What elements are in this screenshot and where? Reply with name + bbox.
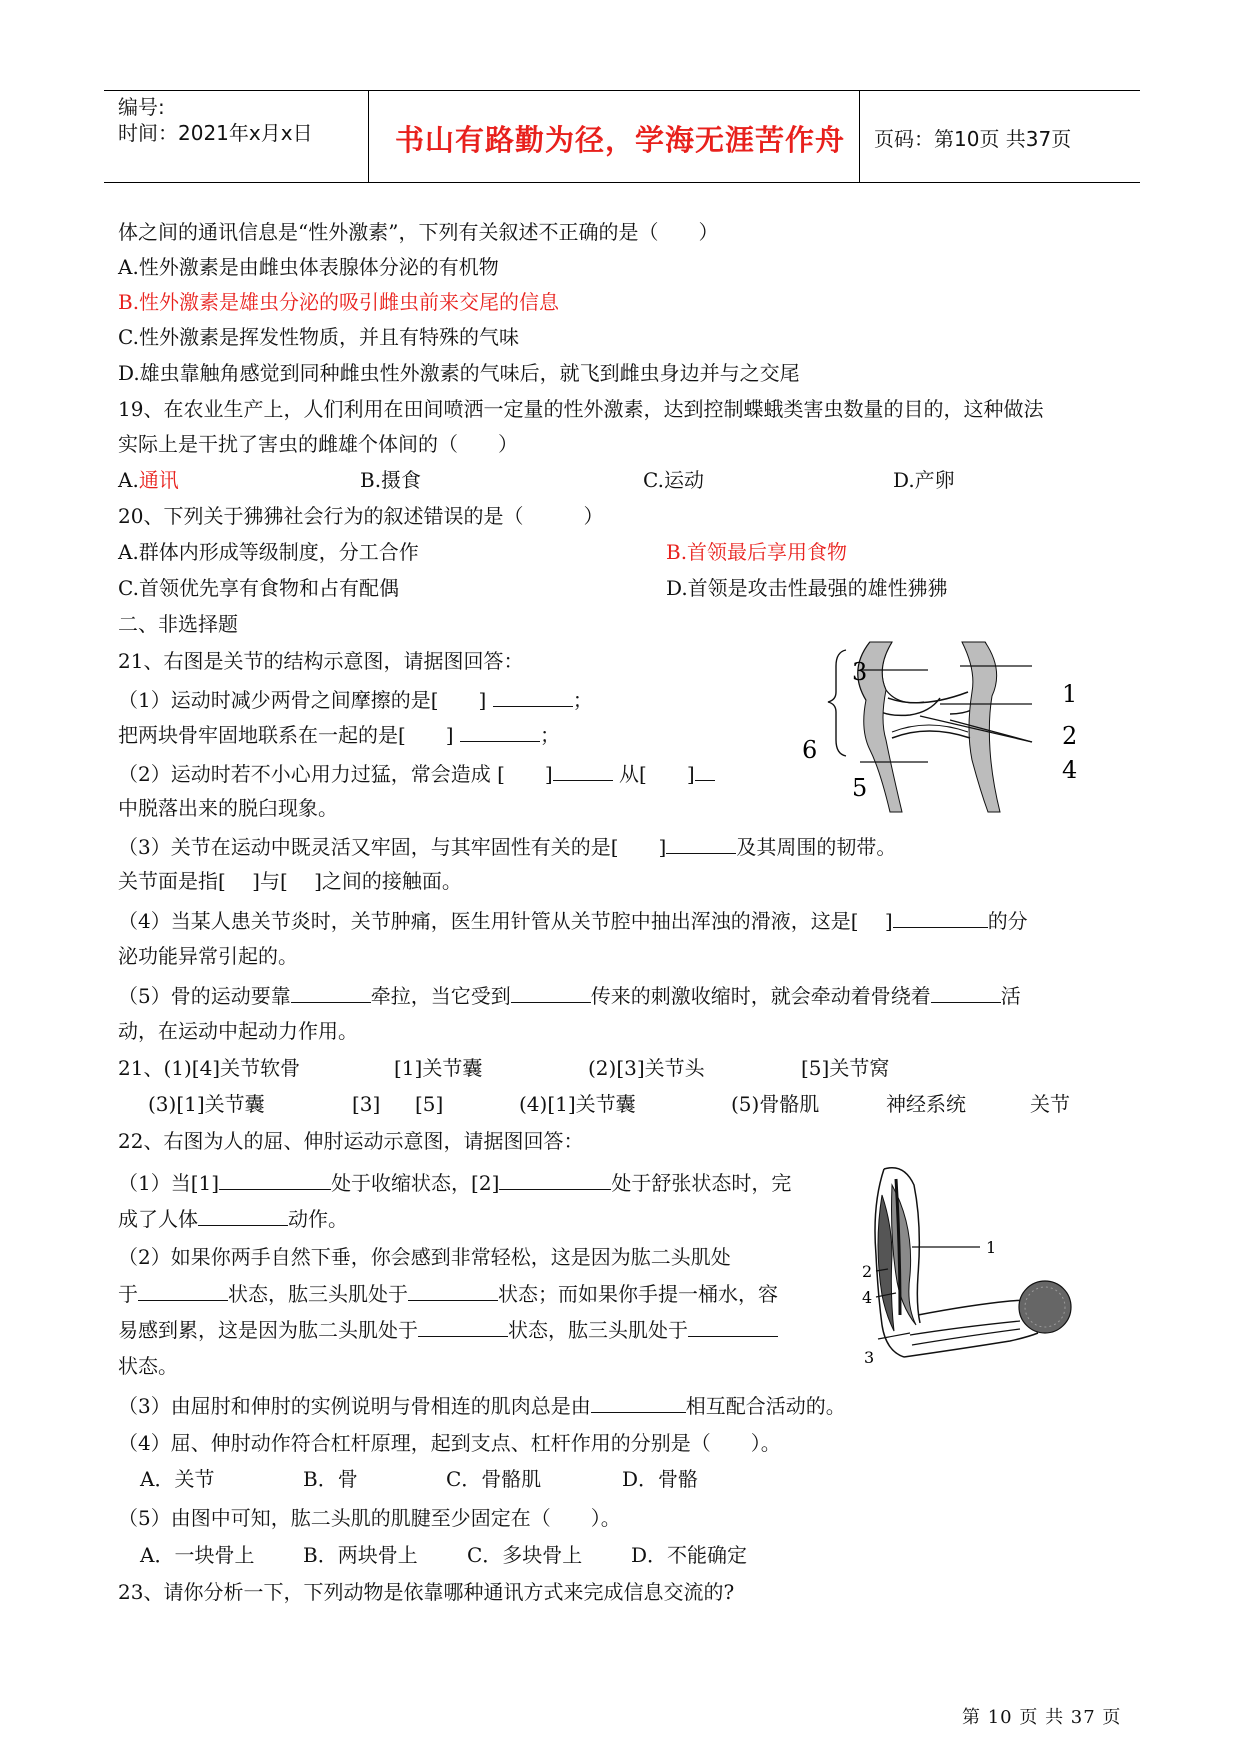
- page-number-label: 页码：第10页 共37页: [874, 127, 1072, 151]
- q22-part2-text5: 状态，肱三头肌处于: [508, 1318, 688, 1342]
- forearm-outline-bottom: [904, 1333, 1038, 1357]
- q20-option-a: A.群体内形成等级制度，分工合作: [118, 540, 419, 564]
- brace-6: [828, 650, 846, 756]
- q21-part3a-text: （3）关节在运动中既灵活又牢固，与其牢固性有关的是[ ]: [118, 835, 667, 859]
- q19-option-b: B.摄食: [360, 468, 422, 492]
- q22-part4-option-c: C．骨骼肌: [446, 1467, 542, 1491]
- q21-part1b-end: ；: [539, 723, 560, 747]
- q21-part3-line2: 关节面是指[ ]与[ ]之间的接触面。: [118, 869, 462, 893]
- joint-head: [888, 692, 968, 703]
- answer-blank: [408, 1280, 498, 1301]
- q21-part5-text1: （5）骨的运动要靠: [118, 984, 291, 1008]
- diagram-label-3: 3: [852, 658, 868, 686]
- q21-part5-text3: 传来的刺激收缩时，就会牵动着骨绕着: [590, 984, 931, 1008]
- q22-part2-line1: （2）如果你两手自然下垂，你会感到非常轻松，这是因为肱二头肌处: [118, 1245, 731, 1269]
- q22-part3: [118, 1392, 846, 1419]
- q19-option-a: [118, 467, 179, 493]
- q23-stem: 23、请你分析一下，下列动物是依靠哪种通讯方式来完成信息交流的?: [118, 1580, 735, 1604]
- q21-answer-b1: (3)[1]关节囊: [148, 1092, 265, 1116]
- answer-blank: [499, 1169, 611, 1190]
- q21-answer-a2: [1]关节囊: [394, 1056, 483, 1080]
- q22-part2-text2: 状态，肱三头肌处于: [228, 1282, 408, 1306]
- q22-part2-text3: 状态；而如果你手提一桶水，容: [498, 1282, 778, 1306]
- answer-blank: [591, 1392, 686, 1413]
- answer-blank: [666, 833, 736, 854]
- q21-answer-b4: (4)[1]关节囊: [519, 1092, 636, 1116]
- diagram-label-2: 2: [862, 1262, 873, 1281]
- q21-part2-line2: 中脱落出来的脱臼现象。: [118, 796, 338, 820]
- answer-blank: [460, 721, 540, 742]
- q21-part1-line1: [118, 686, 593, 713]
- answer-blank: [418, 1316, 508, 1337]
- q18-stem: 体之间的通讯信息是“性外激素”，下列有关叙述不正确的是（ ）: [118, 220, 719, 244]
- q18-option-c: C.性外激素是挥发性物质，并且有特殊的气味: [118, 325, 519, 349]
- section-heading-non-choice: 二、非选择题: [118, 612, 238, 636]
- header-bottom-rule: [104, 182, 1140, 183]
- q21-part1b-text: 把两块骨牢固地联系在一起的是[ ]: [118, 723, 454, 747]
- q22-part4-stem: （4）屈、伸肘动作符合杠杆原理，起到支点、杠杆作用的分别是（ ）。: [118, 1431, 781, 1455]
- diagram-label-5: 5: [852, 774, 868, 802]
- q22-part1-text2: 处于收缩状态，[2]: [331, 1171, 500, 1195]
- knee-joint-diagram: [800, 640, 1100, 820]
- q18-option-d: D.雄虫靠触角感觉到同种雌虫性外激素的气味后，就飞到雌虫身边并与之交尾: [118, 361, 800, 385]
- q22-part2-text1: 于: [118, 1282, 138, 1306]
- q21-part5-line2: 动，在运动中起动力作用。: [118, 1019, 358, 1043]
- answer-blank: [198, 1205, 288, 1226]
- q22-part5-option-d: D．不能确定: [631, 1543, 748, 1567]
- answer-blank: [493, 686, 573, 707]
- answer-blank: [931, 982, 1001, 1003]
- upper-bone-left-outer: [882, 642, 924, 703]
- q19-option-a-answer: 通讯: [138, 468, 179, 492]
- q21-answer-a3: (2)[3]关节头: [588, 1056, 705, 1080]
- arm-muscle-diagram: [860, 1165, 1090, 1375]
- q22-part5-option-b: B．两块骨上: [303, 1543, 418, 1567]
- answer-blank: [688, 1316, 778, 1337]
- doc-time-label: 时间：2021年x月x日: [118, 121, 313, 145]
- q22-part1-text4: 成了人体: [118, 1207, 198, 1231]
- q19-option-a-letter: A.: [118, 468, 139, 492]
- doc-code-label: 编号:: [118, 95, 165, 119]
- q22-part2-line4: 状态。: [118, 1354, 178, 1378]
- q22-part3-text1: （3）由屈肘和伸肘的实例说明与骨相连的肌肉总是由: [118, 1394, 591, 1418]
- q21-part5-text4: 活: [1000, 984, 1021, 1008]
- q22-part2-text4: 易感到累，这是因为肱二头肌处于: [118, 1318, 418, 1342]
- q20-option-d: D.首领是攻击性最强的雄性狒狒: [666, 576, 948, 600]
- q22-part3-text2: 相互配合活动的。: [685, 1394, 846, 1418]
- diagram-label-1: 1: [986, 1238, 997, 1257]
- header-motto: 书山有路勤为径，学海无涯苦作舟: [395, 123, 846, 157]
- q21-part4a-text: （4）当某人患关节炎时，关节肿痛，医生用针管从关节腔中抽出浑浊的滑液，这是[ ]: [118, 909, 893, 933]
- biceps-muscle: [892, 1185, 917, 1325]
- q22-part2-line3: [118, 1316, 778, 1343]
- q21-stem: 21、右图是关节的结构示意图，请据图回答：: [118, 649, 524, 673]
- answer-blank: [291, 982, 371, 1003]
- q22-part1-text3: 处于舒张状态时，完: [611, 1171, 792, 1195]
- q19-option-c: C.运动: [643, 468, 704, 492]
- diagram-label-1: 1: [1062, 680, 1078, 708]
- q22-part4-option-d: D．骨骼: [622, 1467, 699, 1491]
- q18-option-a: A.性外激素是由雌虫体表腺体分泌的有机物: [118, 255, 499, 279]
- q22-part1-text5: 动作。: [288, 1207, 348, 1231]
- q22-part4-option-b: B．骨: [303, 1467, 358, 1491]
- q22-part4-option-a: A．关节: [140, 1467, 215, 1491]
- q20-option-c: C.首领优先享有食物和占有配偶: [118, 576, 399, 600]
- q21-answer-b6: 神经系统: [886, 1092, 966, 1116]
- q22-part5-option-c: C．多块骨上: [467, 1543, 583, 1567]
- q21-part1a-text: （1）运动时减少两骨之间摩擦的是[ ]: [118, 688, 487, 712]
- header-top-rule: [104, 90, 1140, 91]
- q21-part1a-end: ；: [572, 688, 593, 712]
- answer-blank: [893, 907, 988, 928]
- q21-part5-line1: [118, 982, 1021, 1009]
- q21-part5-text2: 牵拉，当它受到: [370, 984, 511, 1008]
- q21-part2a-mid: 从[ ]: [612, 762, 695, 786]
- q21-part3a-end: 及其周围的韧带。: [736, 835, 897, 859]
- q21-answer-b7: 关节: [1030, 1092, 1070, 1116]
- q21-part1-line2: [118, 721, 560, 748]
- q21-part4-line2: 泌功能异常引起的。: [118, 944, 298, 968]
- diagram-label-4: 4: [862, 1288, 873, 1307]
- answer-blank: [219, 1169, 331, 1190]
- q22-part1-text1: （1）当[1]: [118, 1171, 220, 1195]
- q20-option-b-answer: B.首领最后享用食物: [666, 540, 848, 564]
- leader-3: [878, 1333, 910, 1339]
- q22-part2-line2: [118, 1280, 778, 1307]
- q18-option-b-answer: B.性外激素是雄虫分泌的吸引雌虫前来交尾的信息: [118, 290, 560, 314]
- q21-part3-line1: [118, 833, 896, 860]
- q21-answer-a4: [5]关节窝: [801, 1056, 890, 1080]
- q22-stem: 22、右图为人的屈、伸肘运动示意图，请据图回答：: [118, 1129, 584, 1153]
- q22-part5-stem: （5）由图中可知，肱二头肌的肌腱至少固定在（ ）。: [118, 1506, 621, 1530]
- q21-part2-line1: [118, 760, 715, 787]
- header-divider-right: [859, 90, 860, 183]
- q22-part1-line2: [118, 1205, 348, 1232]
- header-divider-left: [368, 90, 369, 183]
- q21-answer-b3: [5]: [415, 1092, 444, 1116]
- q20-stem: 20、下列关于狒狒社会行为的叙述错误的是（ ）: [118, 504, 604, 528]
- q19-option-d: D.产卵: [893, 468, 955, 492]
- ball: [1019, 1281, 1071, 1333]
- joint-socket: [892, 731, 970, 738]
- leader-4b: [950, 720, 1032, 742]
- q22-part5-option-a: A．一块骨上: [140, 1543, 255, 1567]
- diagram-label-2: 2: [1062, 722, 1078, 750]
- answer-blank: [553, 760, 613, 781]
- q21-answer-a1: 21、(1)[4]关节软骨: [118, 1056, 301, 1080]
- q22-part1-line1: [118, 1169, 791, 1196]
- diagram-label-4: 4: [1062, 756, 1078, 784]
- q21-part4-line1: [118, 907, 1028, 934]
- q19-stem-line2: 实际上是干扰了害虫的雌雄个体间的（ ）: [118, 432, 518, 456]
- q21-part2a-text: （2）运动时若不小心用力过猛，常会造成 [ ]: [118, 762, 553, 786]
- q21-part4a-end: 的分: [987, 909, 1028, 933]
- answer-blank: [511, 982, 591, 1003]
- answer-blank: [138, 1280, 228, 1301]
- q21-answer-b2: [3]: [352, 1092, 381, 1116]
- answer-blank: [695, 760, 715, 781]
- page-footer: 第 10 页 共 37 页: [962, 1707, 1122, 1728]
- diagram-label-6: 6: [802, 736, 818, 764]
- q21-answer-b5: (5)骨骼肌: [731, 1092, 820, 1116]
- diagram-label-3: 3: [864, 1348, 875, 1367]
- q19-stem-line1: 19、在农业生产上，人们利用在田间喷洒一定量的性外激素，达到控制蝶蛾类害虫数量的目的，这种做法: [118, 397, 1044, 421]
